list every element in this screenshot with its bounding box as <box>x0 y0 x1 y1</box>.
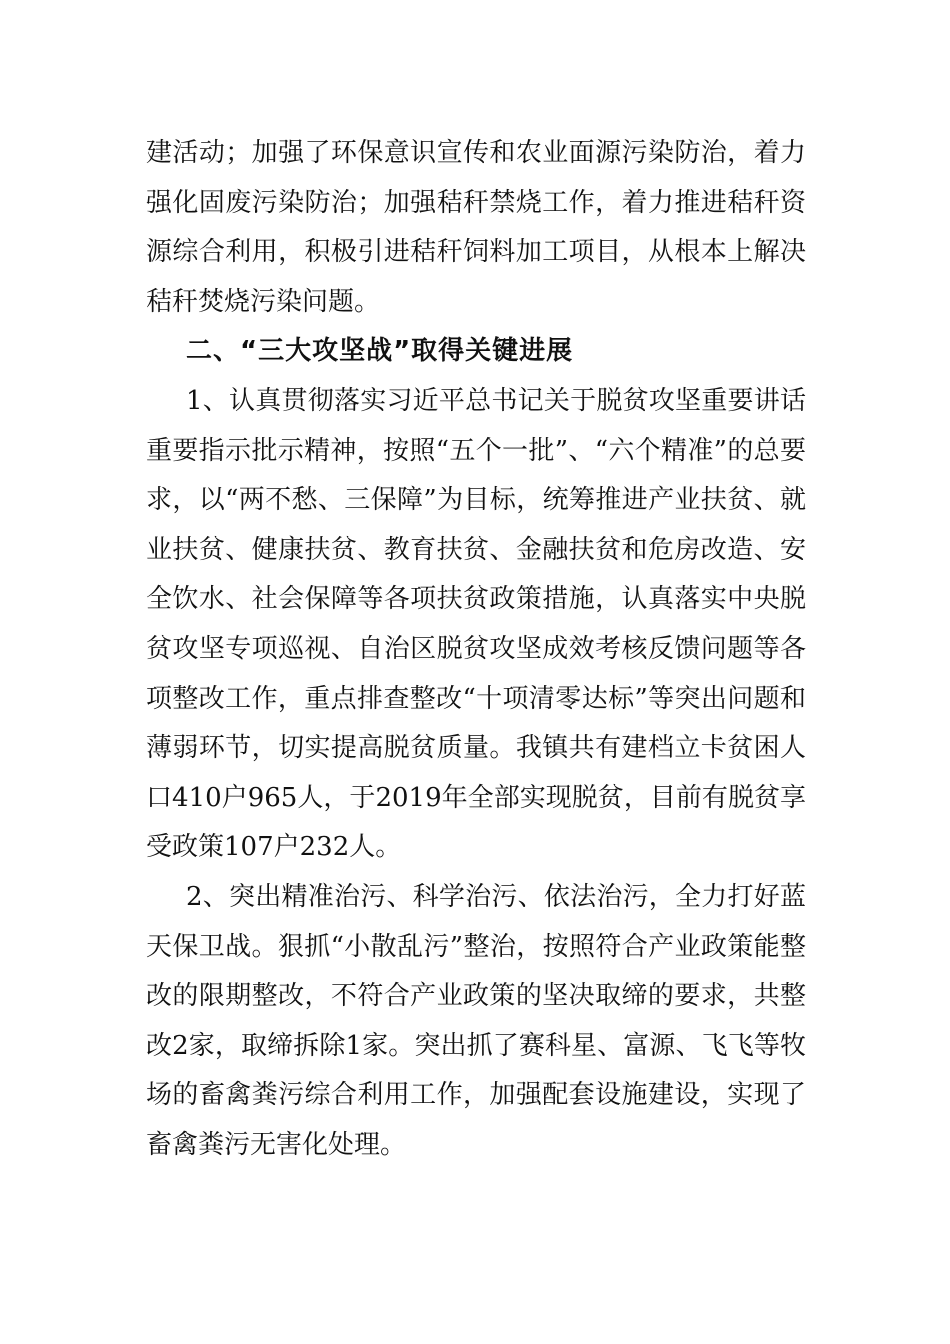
paragraph-1: 1、认真贯彻落实习近平总书记关于脱贫攻坚重要讲话重要指示批示精神，按照“五个一批”、“六个精准”的总要求，以“两不愁、三保障”为目标，统筹推进产业扶贫、就业扶贫、健康扶贫、教育扶贫、金融扶贫和危房改造、安全饮水、社会保障等各项扶贫政策措施，认真落实中央脱贫攻坚专项巡视、自治区脱贫攻坚成效考核反馈问题等各项整改工作，重点排查整改“十项清零达标”等突出问题和薄弱环节，切实提高脱贫质量。我镇共有建档立卡贫困人口410户965人，于2019年全部实现脱贫，目前有脱贫享受政策107户232人。 <box>146 385 806 863</box>
paragraph-continued: 建活动；加强了环保意识宣传和农业面源污染防治，着力强化固废污染防治；加强秸秆禁烧工作，着力推进秸秆资源综合利用，积极引进秸秆饲料加工项目，从根本上解决秸秆焚烧污染问题。 <box>146 138 806 317</box>
section-heading: 二、“三大攻坚战”取得关键进展 <box>186 336 574 367</box>
document-body <box>146 129 806 1170</box>
paragraph-2: 2、突出精准治污、科学治污、依法治污，全力打好蓝天保卫战。狠抓“小散乱污”整治，按照符合产业政策能整改的限期整改，不符合产业政策的坚决取缔的要求，共整改2家，取缔拆除1家。突出抓了赛科星、富源、飞飞等牧场的畜禽粪污综合利用工作，加强配套设施建设，实现了畜禽粪污无害化处理。 <box>146 881 806 1160</box>
